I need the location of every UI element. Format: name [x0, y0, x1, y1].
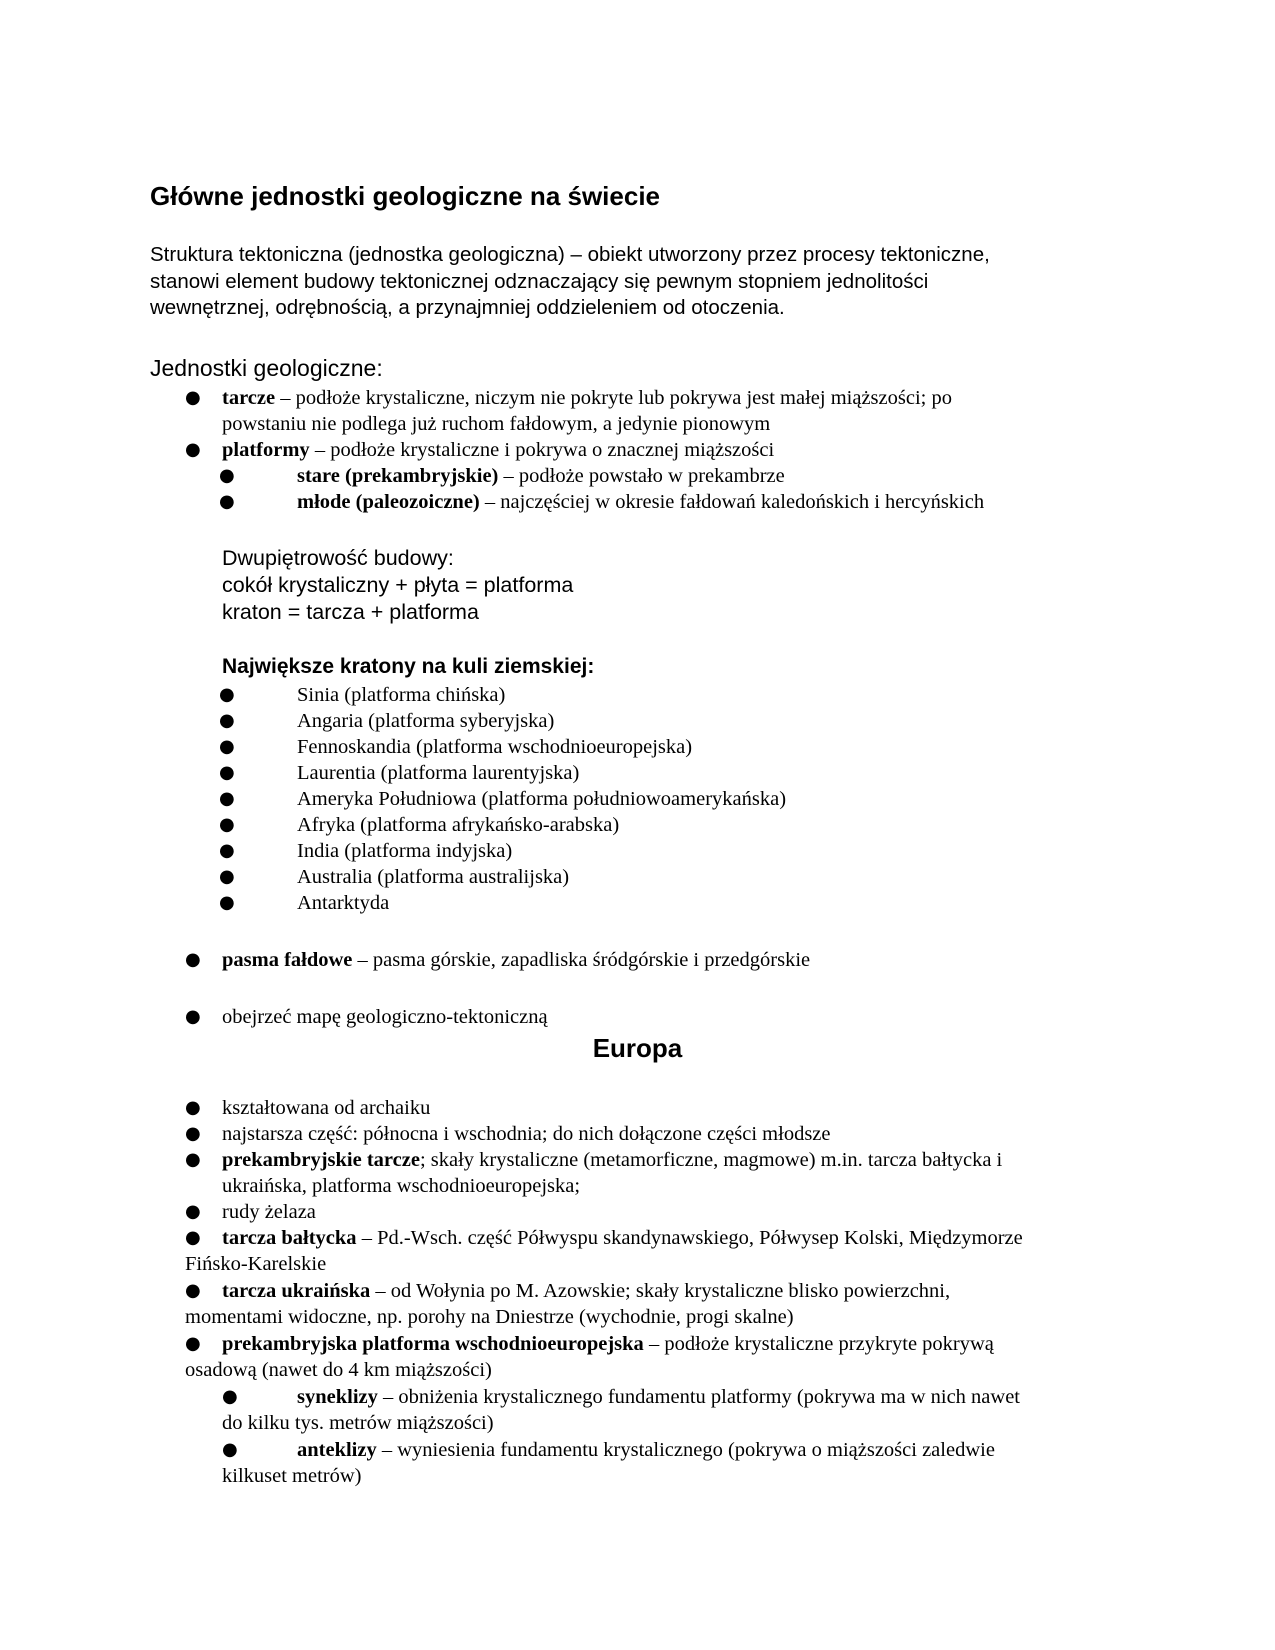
bullet-icon: ●: [219, 892, 235, 913]
definition: – podłoże powstało w prekambrze: [498, 465, 785, 487]
list-item-continuation: do kilku tys. metrów miąższości): [222, 1412, 494, 1434]
bullet-icon: ●: [185, 1333, 201, 1354]
list-item: Sinia (platforma chińska): [297, 684, 506, 706]
term: anteklizy: [297, 1439, 377, 1461]
list-item-continuation: kilkuset metrów): [222, 1465, 362, 1487]
definition: – podłoże krystaliczne, niczym nie pokryte lub pokrywa jest małej miąższości; po: [275, 387, 952, 409]
term: prekambryjskie tarcze: [222, 1149, 420, 1171]
bullet-icon: ●: [219, 762, 235, 783]
bullet-icon: ●: [185, 1227, 201, 1248]
term: platformy: [222, 439, 310, 461]
budowa-line: Dwupiętrowość budowy:: [222, 546, 454, 570]
bullet-icon: ●: [185, 1280, 201, 1301]
budowa-line: cokół krystaliczny + płyta = platforma: [222, 573, 574, 597]
term: młode (paleozoiczne): [297, 491, 480, 513]
definition: – od Wołynia po M. Azowskie; skały krystaliczne blisko powierzchni,: [370, 1280, 951, 1302]
term: prekambryjska platforma wschodnioeuropejska: [222, 1333, 644, 1355]
definition: – najczęściej w okresie fałdowań kaledońskich i hercyńskich: [479, 491, 985, 513]
list-item: Fennoskandia (platforma wschodnioeuropejska): [297, 736, 693, 758]
kratony-heading: Największe kratony na kuli ziemskiej:: [222, 655, 595, 678]
definition: – pasma górskie, zapadliska śródgórskie i przedgórskie: [352, 949, 811, 971]
bullet-icon: ●: [185, 1149, 201, 1170]
definition: ; skały krystaliczne (metamorficzne, magmowe) m.in. tarcza bałtycka i: [419, 1149, 1003, 1171]
list-item: Ameryka Południowa (platforma południowoamerykańska): [297, 788, 787, 810]
bullet-icon: ●: [219, 465, 235, 486]
bullet-icon: ●: [185, 1006, 201, 1027]
list-item-tarcze-prekambryjskie: [222, 1147, 1002, 1174]
list-item-continuation: osadową (nawet do 4 km miąższości): [185, 1359, 492, 1381]
bullet-icon: ●: [219, 736, 235, 757]
intro-line: wewnętrznej, odrębnością, a przynajmniej oddzieleniem od otoczenia.: [150, 296, 785, 319]
sub-item-stare: [297, 463, 785, 490]
page-title: Główne jednostki geologiczne na świecie: [150, 181, 661, 211]
list-item-platformy: [222, 437, 774, 464]
list-item-continuation: momentami widoczne, np. porohy na Dniestrze (wychodnie, progi skalne): [185, 1306, 794, 1328]
term: stare (prekambryjskie): [297, 465, 499, 487]
bullet-icon: ●: [219, 491, 235, 512]
list-item-continuation: powstaniu nie podlega już ruchom fałdowym, a jedynie pionowym: [222, 413, 771, 435]
bullet-icon: ●: [219, 840, 235, 861]
list-item: kształtowana od archaiku: [222, 1097, 431, 1119]
list-item-platforma-wschodnioeuropejska: [222, 1331, 994, 1358]
list-item-mapa: obejrzeć mapę geologiczno-tektoniczną: [222, 1006, 548, 1028]
list-item-continuation: Fińsko-Karelskie: [185, 1253, 327, 1275]
bullet-icon: ●: [222, 1386, 238, 1407]
list-item: Angaria (platforma syberyjska): [297, 710, 555, 732]
bullet-icon: ●: [219, 710, 235, 731]
term: pasma fałdowe: [222, 949, 353, 971]
definition: – wyniesienia fundamentu krystalicznego (pokrywa o miąższości zaledwie: [376, 1439, 995, 1461]
term: syneklizy: [297, 1386, 378, 1408]
list-item: najstarsza część: północna i wschodnia; do nich dołączone części młodsze: [222, 1123, 831, 1145]
list-item-pasma: [222, 947, 810, 974]
intro-line: stanowi element budowy tektonicznej odznaczający się pewnym stopniem jednolitości: [150, 269, 929, 293]
bullet-icon: ●: [219, 814, 235, 835]
definition: – podłoże krystaliczne i pokrywa o znacznej miąższości: [309, 439, 775, 461]
definition: – podłoże krystaliczne przykryte pokrywą: [643, 1333, 994, 1355]
list-item-tarcza-ukrainska: [222, 1278, 950, 1305]
sub-item-anteklizy: [297, 1437, 995, 1464]
bullet-icon: ●: [185, 439, 201, 460]
term: tarcze: [222, 387, 276, 409]
bullet-icon: ●: [185, 1123, 201, 1144]
term: tarcza ukraińska: [222, 1280, 371, 1302]
bullet-icon: ●: [185, 1201, 201, 1222]
definition: – Pd.-Wsch. część Półwyspu skandynawskiego, Półwysep Kolski, Międzymorze: [356, 1227, 1023, 1249]
list-item-tarcze: [222, 385, 952, 412]
bullet-icon: ●: [222, 1439, 238, 1460]
sub-item-mlode: [297, 489, 984, 516]
bullet-icon: ●: [219, 788, 235, 809]
term: tarcza bałtycka: [222, 1227, 357, 1249]
list-item: India (platforma indyjska): [297, 840, 513, 862]
list-item: Afryka (platforma afrykańsko-arabska): [297, 814, 620, 836]
bullet-icon: ●: [219, 866, 235, 887]
list-item: Australia (platforma australijska): [297, 866, 570, 888]
section-heading-units: Jednostki geologiczne:: [150, 355, 383, 381]
list-item: Laurentia (platforma laurentyjska): [297, 762, 580, 784]
budowa-line: kraton = tarcza + platforma: [222, 600, 479, 624]
intro-paragraph: [150, 242, 1110, 322]
bullet-icon: ●: [185, 949, 201, 970]
bullet-icon: ●: [185, 387, 201, 408]
bullet-icon: ●: [185, 1097, 201, 1118]
list-item-continuation: ukraińska, platforma wschodnioeuropejska;: [222, 1175, 581, 1197]
section-heading-europa: Europa: [592, 1033, 683, 1063]
list-item: rudy żelaza: [222, 1201, 316, 1223]
intro-line: Struktura tektoniczna (jednostka geologiczna) – obiekt utworzony przez procesy tektoniczne,: [150, 243, 990, 266]
bullet-icon: ●: [219, 684, 235, 705]
sub-item-syneklizy: [297, 1384, 1020, 1411]
list-item-tarcza-baltycka: [222, 1225, 1023, 1252]
definition: – obniżenia krystalicznego fundamentu platformy (pokrywa ma w nich nawet: [377, 1386, 1021, 1408]
list-item: Antarktyda: [297, 892, 390, 914]
